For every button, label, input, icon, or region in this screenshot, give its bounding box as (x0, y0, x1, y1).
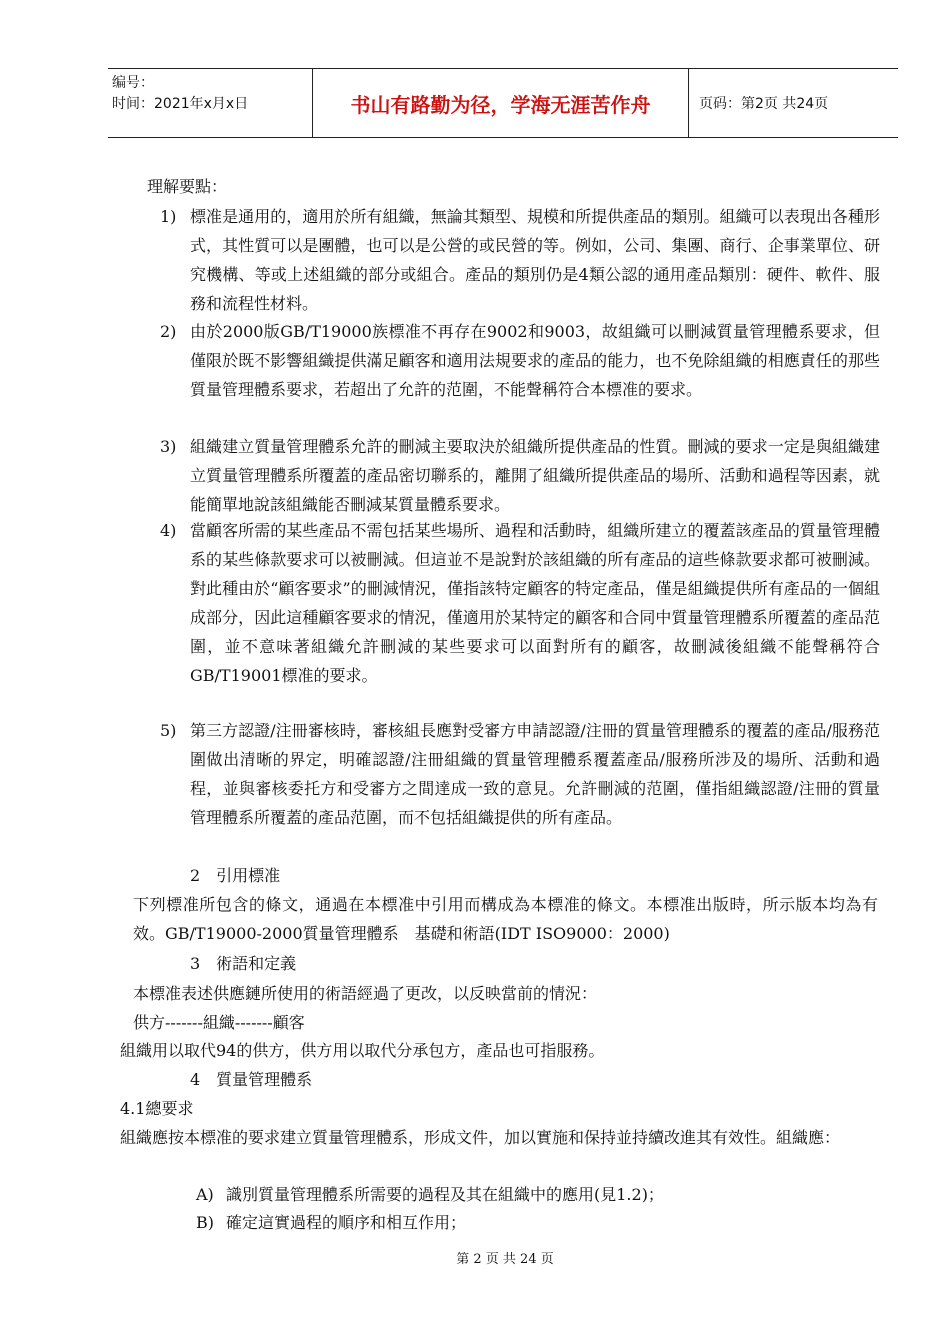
section-3-line-2: 供方-------組織-------顧客 (133, 1013, 305, 1032)
sub-list-item-number: B) (196, 1213, 214, 1232)
header-meta (108, 69, 313, 137)
header-motto: 书山有路勤为径，学海无涯苦作舟 (313, 69, 689, 137)
list-item-number: 3) (160, 437, 177, 456)
sub-list-item-text: 識別質量管理體系所需要的過程及其在組織中的應用(見1.2)； (226, 1185, 664, 1204)
list-item (160, 432, 880, 519)
section-3-line-3: 組織用以取代94的供方，供方用以取代分承包方，產品也可指服務。 (120, 1041, 605, 1060)
sub-list-item-text: 確定這實過程的順序和相互作用； (226, 1213, 467, 1232)
list-item-number: 1) (160, 207, 177, 226)
list-item-text: 第三方認證/注冊審核時，審核組長應對受審方申請認證/注冊的質量管理體系的覆蓋的產品/服務范圍做出清晰的界定，明確認證/注冊組織的質量管理體系覆蓋產品/服務所涉及的場所、活動和過程，並與審核委托方和受審方之間達成一致的意見。允許刪減的范圍，僅指組織認證/注冊的質量管理體系所覆蓋的產品范圍，而不包括組織提供的所有產品。 (190, 721, 880, 827)
section-3-heading: 3 術語和定義 (190, 954, 297, 973)
section-4-heading: 4 質量管理體系 (190, 1070, 313, 1089)
list-item-text: 標准是通用的，適用於所有組織，無論其類型、規模和所提供產品的類別。組織可以表現出各種形式，其性質可以是團體，也可以是公營的或民營的等。例如，公司、集團、商行、企事業單位、研究機構、等或上述組織的部分或組合。產品的類別仍是4類公認的通用產品類別：硬件、軟件、服務和流程性材料。 (190, 207, 880, 313)
section-2-text: 下列標准所包含的條文，通過在本標准中引用而構成為本標准的條文。本標准出版時，所示版本均為有效。GB/T19000-2000質量管理體系 基礎和術語(IDT ISO9000：2000) (133, 895, 878, 943)
sub-list-item-number: A) (196, 1185, 214, 1204)
list-item-text: 組織建立質量管理體系允許的刪減主要取決於組織所提供產品的性質。刪減的要求一定是與組織建立質量管理體系所覆蓋的產品密切聯系的，離開了組織所提供產品的場所、活動和過程等因素，就能簡單地說該組織能否刪減某質量體系要求。 (190, 437, 880, 514)
list-item-number: 5) (160, 721, 177, 740)
list-item (160, 716, 880, 832)
sub-list-item (196, 1208, 796, 1237)
list-item-text: 由於2000版GB/T19000族標准不再存在9002和9003，故組織可以刪減質量管理體系要求，但僅限於既不影響組織提供滿足顧客和適用法規要求的產品的能力，也不免除組織的相應責任的那些質量管理體系要求，若超出了允許的范圍，不能聲稱符合本標准的要求。 (190, 322, 880, 399)
section-4-1-heading: 4.1總要求 (120, 1099, 194, 1118)
section-4-1-text: 組織應按本標准的要求建立質量管理體系，形成文件，加以實施和保持並持續改進其有效性。組織應： (120, 1128, 841, 1147)
sub-list-item (196, 1180, 796, 1209)
list-item (160, 317, 880, 404)
document-date: 时间：2021年x月x日 (112, 96, 249, 112)
understanding-heading: 理解要點： (147, 177, 228, 196)
section-2-heading: 2 引用標准 (190, 866, 281, 885)
page-header (108, 68, 898, 138)
list-item (160, 516, 880, 690)
list-item (160, 202, 880, 318)
list-item-number: 4) (160, 521, 177, 540)
list-item-text: 當顧客所需的某些產品不需包括某些場所、過程和活動時，組織所建立的覆蓋該產品的質量管理體系的某些條款要求可以被刪減。但這並不是說對於該組織的所有產品的這些條款要求都可被刪減。對此種由於“顧客要求”的刪減情況，僅指該特定顧客的特定產品，僅是組織提供所有產品的一個組成部分，因此這種顧客要求的情況，僅適用於某特定的顧客和合同中質量管理體系所覆蓋的產品范圍，並不意味著組織允許刪減的某些要求可以面對所有的顧客，故刪減後組織不能聲稱符合GB/T19001標准的要求。 (190, 521, 880, 685)
section-3-line-1: 本標准表述供應鏈所使用的術語經過了更改，以反映當前的情況： (133, 984, 598, 1003)
header-page-number: 页码：第2页 共24页 (699, 96, 829, 112)
list-item-number: 2) (160, 322, 177, 341)
page-footer: 第 2 页 共 24 页 (456, 1252, 554, 1267)
document-number-label: 编号： (112, 75, 154, 91)
